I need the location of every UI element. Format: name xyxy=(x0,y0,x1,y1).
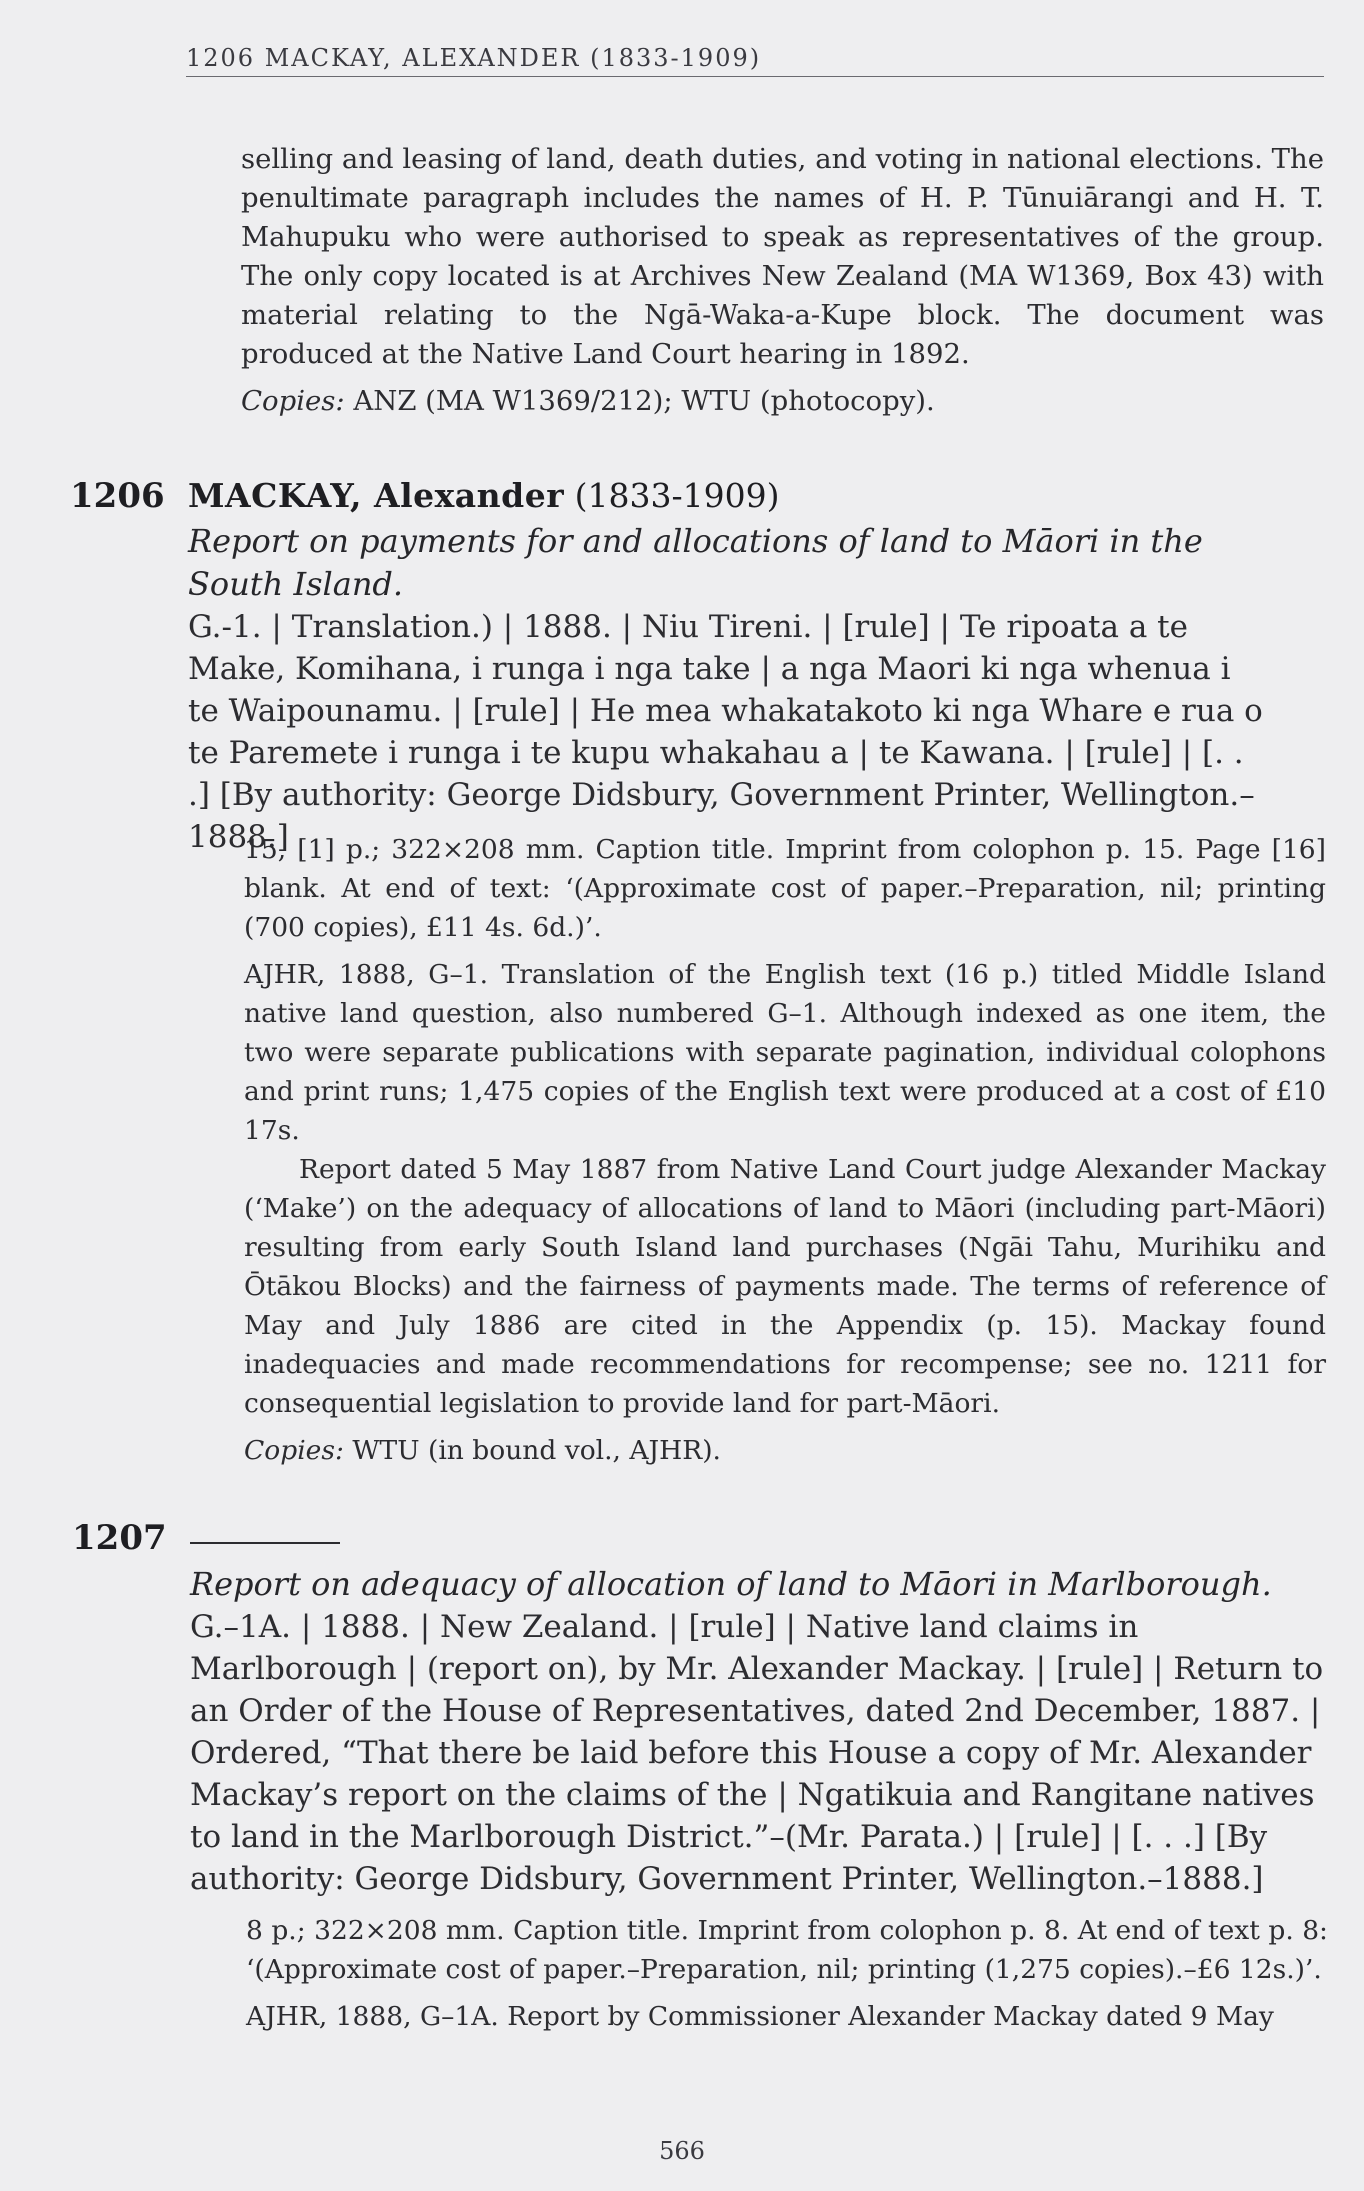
copies-label: Copies: xyxy=(241,385,345,417)
entry-1206-notes xyxy=(244,830,1326,1470)
note-1207-a: AJHR, 1888, G–1A. Report by Commissioner Alexander Mackay dated 9 May xyxy=(246,2001,1274,2032)
physical-description-1207: 8 p.; 322×208 mm. Caption title. Imprint from colophon p. 8. At end of text p. 8: ‘(Approximate cost of paper.–Preparation, nil; printing (1,275 copies).–£6 12s.)’. xyxy=(246,1915,1328,1985)
continuation-copies xyxy=(241,382,1324,421)
entry-number-1207: 1207 xyxy=(72,1518,167,1558)
physical-description-1206: 15, [1] p.; 322×208 mm. Caption title. Imprint from colophon p. 15. Page [16] blank. At end of text: ‘(Approximate cost of paper.–Preparation, nil; printing (700 copies), £11 4s. 6d.)’. xyxy=(244,834,1326,943)
copies-1206 xyxy=(244,1431,1326,1470)
copies-label: Copies: xyxy=(244,1435,344,1466)
copies-text: WTU (in bound vol., AJHR). xyxy=(343,1435,721,1466)
entry-1207-notes xyxy=(246,1911,1328,2036)
entry-1206-main xyxy=(188,520,1268,858)
same-author-dash xyxy=(190,1542,340,1544)
title-transcription-1206: G.-1. | Translation.) | 1888. | Niu Tireni. | [rule] | Te ripoata a te Make, Komihana, i runga i nga take | a nga Maori ki nga whenua i te Waipounamu. | [rule] | He mea whakatakoto ki nga Whare e rua o te Paremete i runga i te kupu whakahau a | te Kawana. | [rule] | [. . .] [By authority: George Didsbury, Government Printer, Wellington.–1888.] xyxy=(188,609,1263,855)
author-dates: (1833-1909) xyxy=(574,476,780,515)
copies-text: ANZ (MA W1369/212); WTU (photocopy). xyxy=(344,385,935,417)
title-transcription-1207: G.–1A. | 1888. | New Zealand. | [rule] | Native land claims in Marlborough | (report on), by Mr. Alexander Mackay. | [rule] | Return to an Order of the House of Representatives, dated 2nd December, 1887. | Ordered, “That there be laid before this House a copy of Mr. Alexander Mackay’s report on the claims of the | Ngatikuia and Rangitane natives to land in the Marlborough District.”–(Mr. Parata.) | [rule] | [. . .] [By authority: George Didsbury, Government Printer, Wellington.–1888.] xyxy=(190,1609,1324,1897)
entry-1207-main xyxy=(190,1563,1326,1900)
header-rule xyxy=(186,76,1324,77)
entry-title-1207: Report on adequacy of allocation of land to Māori in Marlborough. xyxy=(190,1565,1272,1603)
continuation-paragraph: selling and leasing of land, death duties, and voting in national elections. The penultimate paragraph includes the names of H. P. Tūnuiārangi and H. T. Mahupuku who were authorised to speak as representatives of the group. The only copy located is at Archives New Zealand (MA W1369, Box 43) with material relating to the Ngā-Waka-a-Kupe block. The document was produced at the Native Land Court hearing in 1892. xyxy=(241,143,1324,370)
entry-heading-1206 xyxy=(188,476,780,515)
entry-title-1206: Report on payments for and allocations of land to Māori in the South Island. xyxy=(188,522,1203,603)
note-1206-a: AJHR, 1888, G–1. Translation of the English text (16 p.) titled Middle Island native land question, also numbered G–1. Although indexed as one item, the two were separate publications with separate pagination, individual colophons and print runs; 1,475 copies of the English text were produced at a cost of £10 17s. xyxy=(244,959,1326,1146)
continuation-block xyxy=(241,140,1324,421)
note-1206-b: Report dated 5 May 1887 from Native Land Court judge Alexander Mackay (‘Make’) on the adequacy of allocations of land to Māori (including part-Māori) resulting from early South Island land purchases (Ngāi Tahu, Murihiku and Ōtākou Blocks) and the fairness of payments made. The terms of reference of May and July 1886 are cited in the Appendix (p. 15). Mackay found inadequacies and made recommendations for recompense; see no. 1211 for consequential legislation to provide land for part-Māori. xyxy=(244,1154,1326,1419)
running-head: 1206 MACKAY, ALEXANDER (1833-1909) xyxy=(186,44,762,72)
page-number: 566 xyxy=(659,2137,705,2165)
author-name: MACKAY, Alexander xyxy=(188,476,565,515)
entry-number-1206: 1206 xyxy=(70,476,165,516)
